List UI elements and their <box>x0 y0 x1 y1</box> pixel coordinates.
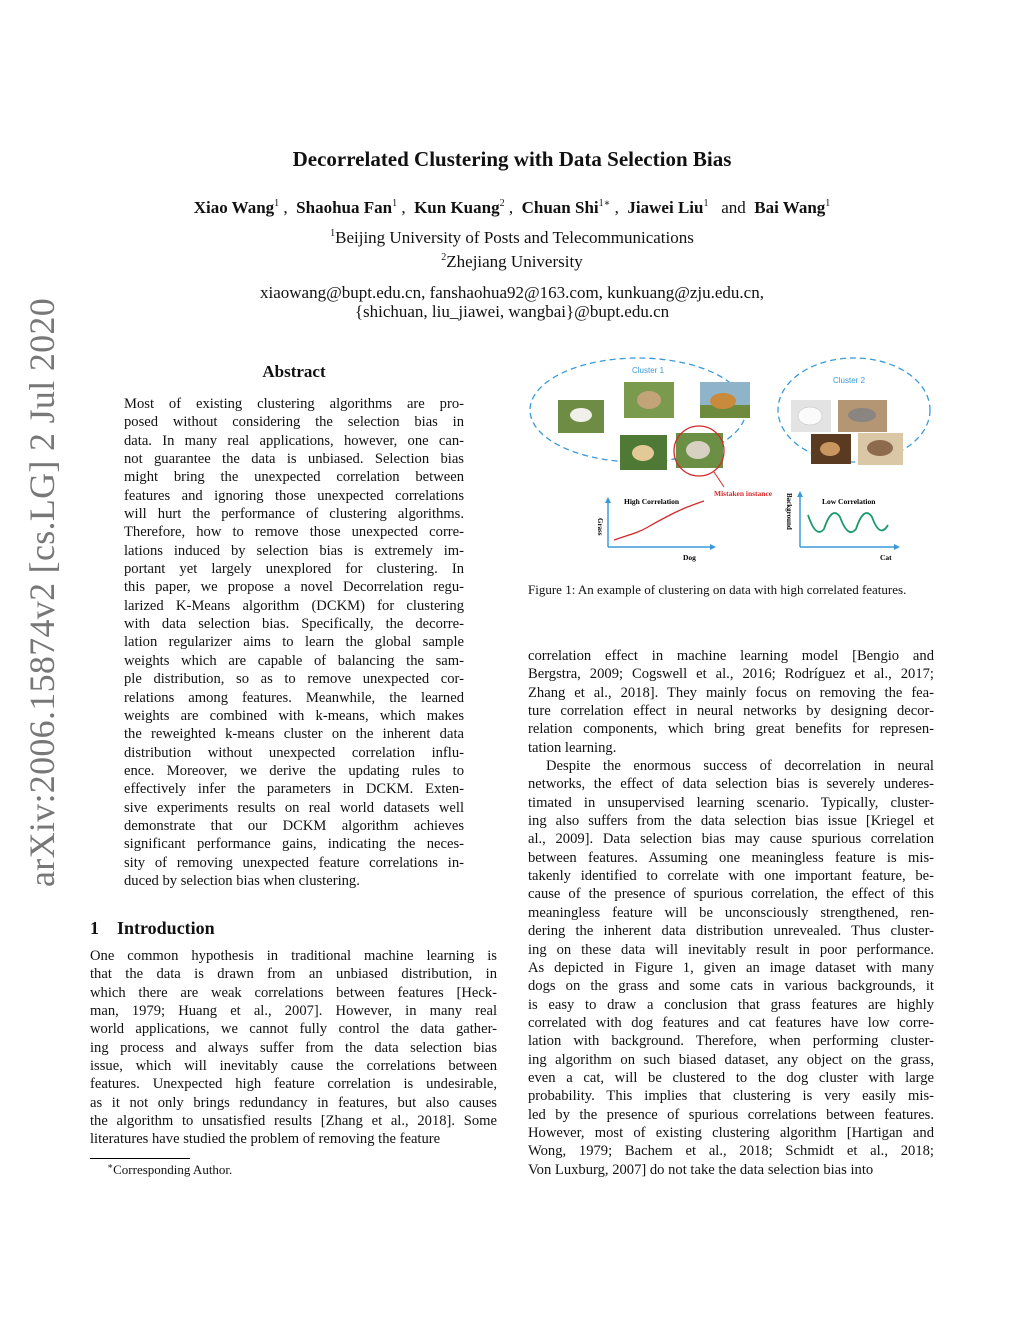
text-line: Therefore, how to remove those unexpected corre- <box>124 524 464 541</box>
text-line: ture correlation effect in neural networks by designing decor- <box>528 703 934 720</box>
text-line: lation regularizer aims to learn the global sample <box>124 634 464 651</box>
text-line: Most of existing clustering algorithms are pro- <box>124 396 464 412</box>
text-line: led by the presence of spurious correlations between features. <box>528 1106 934 1123</box>
text-line: ple distribution, so as to remove unexpected cor- <box>124 671 464 688</box>
text-line: meaningless feature will be unconsciously strengthened, ren- <box>528 904 934 921</box>
author-sup: 1∗ <box>598 198 611 209</box>
text-line: features and ignoring those unexpected correlations <box>124 487 464 504</box>
abstract-body <box>124 395 464 890</box>
author-list: Xiao Wang$^1$ , Shaohua Fan$^1$ , Kun Kuang$^2$ , Chuan Shi$^{1∗}$ , Jiawei Liu$^1$ and Bai Wang$^1$ <box>193 198 831 217</box>
footnote: ∗Corresponding Author. <box>107 1161 233 1177</box>
left-x-label: Dog <box>683 553 696 562</box>
high-correlation-curve <box>614 501 704 540</box>
text-line: might bring the unexpected correlation between <box>124 469 464 486</box>
text-line: even a cat, will be clustered to the dog cluster with large <box>528 1069 934 1086</box>
text-line: relations among features. Meanwhile, the learned <box>124 689 464 706</box>
text-line: ing on these data will inevitably result in poor performance. <box>528 941 934 958</box>
text-line: posed without considering the selection bias in <box>124 414 464 431</box>
text-line: between features. Assuming one meaningless feature is mis- <box>528 849 934 866</box>
text-line: ence. Moreover, we derive the updating rules to <box>124 762 464 779</box>
text-line: ing also suffers from the data selection bias issue [Kriegel et <box>528 813 934 830</box>
cat-shape <box>867 440 893 456</box>
text-line: larized K-Means algorithm (DCKM) for clustering <box>124 597 464 614</box>
right-plot-title: Low Correlation <box>822 497 876 506</box>
text-line: weights are combined with k-means, which makes <box>124 707 464 724</box>
text-line: this paper, we propose a novel Decorrelation regu- <box>124 579 464 596</box>
affiliation: $^1$Beijing University of Posts and Telecommunications <box>330 228 694 247</box>
text-line: not guarantee the data is unbiased. Selection bias <box>124 451 464 468</box>
text-line: dogs on the grass and some cats in various backgrounds, it <box>528 978 934 995</box>
text-line: al., 2009]. Data selection bias may cause spurious correlation <box>528 831 934 848</box>
text-line: ing process and always suffer from the data selection bias <box>90 1039 497 1056</box>
right-column-body <box>528 647 934 1179</box>
cat-shape <box>848 408 876 422</box>
text-line: sive experiments results on real world datasets well <box>124 799 464 816</box>
dog-shape <box>637 391 661 409</box>
text-line: Despite the enormous success of decorrelation in neural <box>546 758 934 775</box>
email-line: {shichuan, liu_jiawei, wangbai}@bupt.edu.cn <box>354 302 670 321</box>
text-line: correlated with dog features and cat features have low corre- <box>528 1014 934 1031</box>
left-plot-title: High Correlation <box>624 497 680 506</box>
text-line: Bergstra, 2009; Cogswell et al., 2016; Rodríguez et al., 2017; <box>528 666 934 683</box>
text-line: As depicted in Figure 1, given an image dataset with many <box>528 959 934 976</box>
text-line: data. In many real applications, however, one can- <box>124 432 464 449</box>
footnote-rule <box>90 1158 190 1159</box>
text-line: that the data is drawn from an unbiased distribution, in <box>90 966 497 983</box>
section-heading: 1 Introduction <box>90 918 215 938</box>
text-line: networks, the effect of data selection bias is severely underes- <box>528 776 934 793</box>
text-line: timated in unsupervised learning scenario. Typically, cluster- <box>528 794 934 811</box>
right-x-label: Cat <box>880 553 892 562</box>
author-name: Chuan Shi <box>521 198 599 217</box>
mistaken-arrow <box>714 472 724 487</box>
text-line: issue, which will inevitably cause the correlations between <box>90 1058 497 1075</box>
author-sup: 1 <box>703 198 709 209</box>
author-name: Bai Wang <box>754 198 826 217</box>
dog-shape <box>710 393 736 409</box>
paragraph <box>528 647 934 757</box>
cat-shape <box>798 407 822 425</box>
text-line: duced by selection bias when clustering. <box>124 872 360 889</box>
text-line: ing algorithm on such biased dataset, any object on the grass, <box>528 1051 934 1068</box>
text-line: lations induced by selection bias is extremely im- <box>124 542 464 559</box>
text-line: the algorithm to unsatisfied results [Zhang et al., 2018]. Some <box>90 1113 497 1130</box>
text-line: Wong, 1979; Bachem et al., 2018; Schmidt et al., 2018; <box>528 1143 934 1160</box>
low-correlation-curve <box>808 513 888 532</box>
author-sup: 1 <box>274 198 280 209</box>
author-name: Xiao Wang <box>193 198 275 217</box>
text-line: sity of removing unexpected feature correlations in- <box>124 854 464 871</box>
text-line: is easy to draw a conclusion that grass features are highly <box>528 996 934 1013</box>
text-line: probability. This implies that clustering is very easily mis- <box>528 1088 934 1105</box>
text-line: world applications, we cannot fully control the data gather- <box>90 1021 497 1038</box>
text-line: distribution without unexpected correlation influ- <box>124 744 464 761</box>
author-sup: 2 <box>499 198 505 209</box>
arxiv-stamp: arXiv:2006.15874v2 [cs.LG] 2 Jul 2020 <box>22 297 62 887</box>
intro-body <box>90 947 497 1149</box>
paper-title: Decorrelated Clustering with Data Selection Bias <box>292 147 732 171</box>
text-line: will hurt the performance of clustering algorithms. <box>124 506 464 523</box>
text-line: features. Unexpected high feature correlation is undesirable, <box>90 1076 497 1093</box>
text-line: which there are weak correlations between features [Heck- <box>90 984 497 1001</box>
dog-shape <box>570 408 592 422</box>
text-line: man, 1979; Huang et al., 2007]. However, in many real <box>90 1003 497 1020</box>
text-line: cause of the presence of spurious correlation, the effect of this <box>528 886 934 903</box>
paragraph <box>528 757 934 1179</box>
text-line: literatures have studied the problem of removing the feature <box>90 1131 441 1148</box>
text-line: as it not only brings redundancy in features, but also causes <box>90 1094 497 1111</box>
abstract-heading: Abstract <box>262 362 326 381</box>
mistaken-label: Mistaken instance <box>714 489 773 498</box>
text-line: demonstrate that our DCKM algorithm achieves <box>124 817 464 834</box>
dog-shape <box>632 445 654 461</box>
text-line: effectively infer the parameters in DCKM. Exten- <box>124 781 464 798</box>
right-y-label: Background <box>785 493 793 530</box>
text-line: relation components, which bring great benefits for represen- <box>528 721 934 738</box>
cluster1-label: Cluster 1 <box>632 366 665 375</box>
text-line: takenly identified to correlate with one important feature, be- <box>528 868 934 885</box>
text-line: portant yet largely unexplored for clustering. In <box>124 561 464 578</box>
email-line: xiaowang@bupt.edu.cn, fanshaohua92@163.com, kunkuang@zju.edu.cn, <box>260 283 764 302</box>
cluster2-label: Cluster 2 <box>833 376 866 385</box>
author-and: and <box>721 198 746 217</box>
text-line: lation with background. Therefore, when performing cluster- <box>528 1033 934 1050</box>
author-name: Jiawei Liu <box>627 198 704 217</box>
text-line: Zhang et al., 2018]. They mainly focus on removing the fea- <box>528 684 934 701</box>
text-line: Von Luxburg, 2007] do not take the data selection bias into <box>528 1161 874 1178</box>
figure-1 <box>528 355 934 577</box>
cat-shape <box>686 441 710 459</box>
text-line: with data selection bias. Specifically, the decorre- <box>124 616 464 633</box>
text-line: significant performance gains, indicating the neces- <box>124 836 464 853</box>
author-name: Shaohua Fan <box>296 198 393 217</box>
text-line: However, most of existing clustering algorithm [Hartigan and <box>528 1124 934 1141</box>
text-line: correlation effect in machine learning model [Bengio and <box>528 648 934 664</box>
affiliation: $^2$Zhejiang University <box>441 252 583 271</box>
text-line: tation learning. <box>528 739 617 756</box>
author-sup: 1 <box>825 198 831 209</box>
author-name: Kun Kuang <box>414 198 500 217</box>
text-line: dering the inherent data distribution unrevealed. Thus cluster- <box>528 923 934 940</box>
text-line: weights which are capable of balancing the sam- <box>124 652 464 669</box>
left-y-label: Grass <box>596 518 604 536</box>
cat-shape <box>820 442 840 456</box>
author-sup: 1 <box>392 198 398 209</box>
figure-caption: Figure 1: An example of clustering on data with high correlated features. <box>528 582 907 597</box>
text-line: One common hypothesis in traditional machine learning is <box>90 948 497 964</box>
text-line: the reweighted k-means cluster on the inherent data <box>124 726 464 743</box>
